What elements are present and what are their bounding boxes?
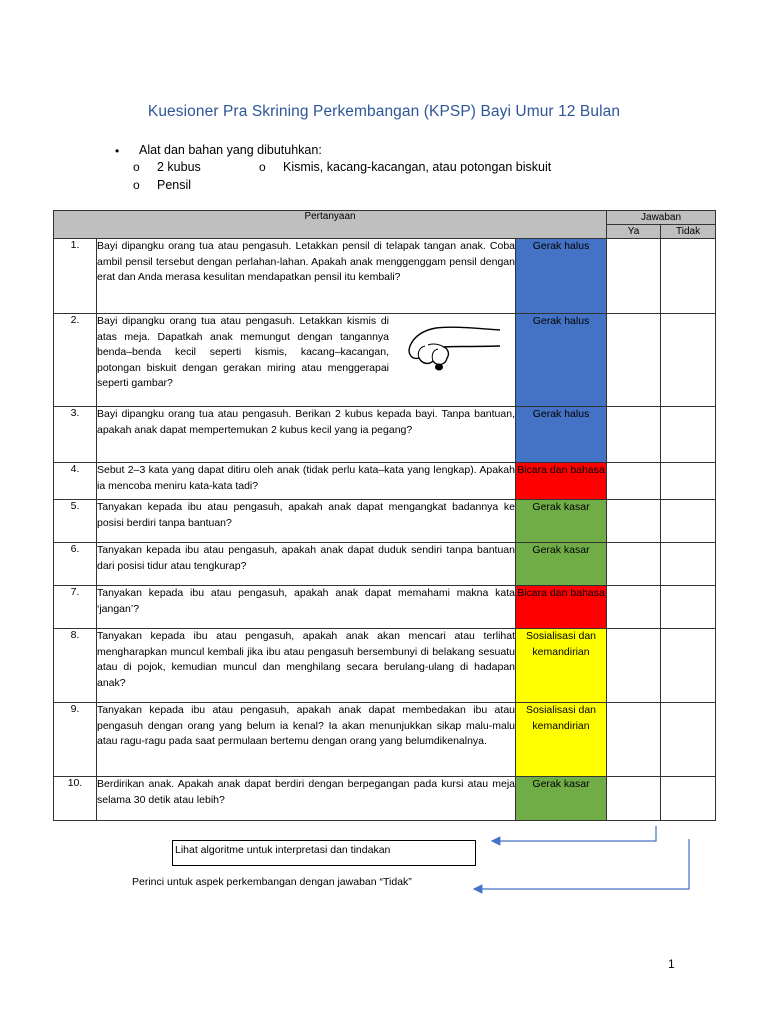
row-number: 3.	[54, 407, 97, 463]
materials-heading: Alat dan bahan yang dibutuhkan:	[139, 143, 322, 157]
aspect-label: Gerak kasar	[516, 500, 607, 543]
question-text: Bayi dipangku orang tua atau pengasuh. Letakkan kismis di atas meja. Dapatkah anak memungut dengan tangannya benda–benda kecil seperti kismis, kacang–kacangan, potongan biskuit dengan gerakan miring atau menggerapai seperti gambar?	[97, 315, 389, 389]
question-text: Tanyakan kepada ibu atau pengasuh, apakah anak dapat membedakan ibu atau pengasuh dengan orang yang belum ia kenal? Ia akan menunjukkan sikap malu-malu atau ragu-ragu pada saat permulaan bertemu dengan orang yang belumdikenalnya.	[97, 703, 516, 777]
row-number: 1.	[54, 239, 97, 314]
no-arrow-icon	[474, 839, 689, 889]
row-number: 9.	[54, 703, 97, 777]
yes-arrow-icon	[492, 826, 656, 841]
aspect-label: Gerak halus	[516, 239, 607, 314]
row-number: 2.	[54, 314, 97, 407]
aspect-label: Bicara dan bahasa	[516, 463, 607, 500]
aspect-label: Bicara dan bahasa	[516, 586, 607, 629]
sub-bullet-icon: o	[133, 160, 140, 174]
page-title: Kuesioner Pra Skrining Perkembangan (KPSP) Bayi Umur 12 Bulan	[147, 103, 621, 120]
material-item: 2 kubus	[157, 160, 201, 174]
material-item: Pensil	[157, 178, 192, 192]
row-number: 10.	[54, 777, 97, 821]
question-text: Bayi dipangku orang tua atau pengasuh. Berikan 2 kubus kepada bayi. Tanpa bantuan, apakah anak dapat mempertemukan 2 kubus kecil yang ia pegang?	[97, 407, 516, 463]
sub-bullet-icon: o	[133, 178, 140, 192]
header-yes: Ya	[607, 225, 661, 239]
question-text: Tanyakan kepada ibu atau pengasuh, apakah anak dapat mengangkat badannya ke posisi berdiri tanpa bantuan?	[97, 500, 516, 543]
aspect-label: Gerak halus	[516, 314, 607, 407]
aspect-label: Gerak kasar	[516, 777, 607, 821]
question-text: Sebut 2–3 kata yang dapat ditiru oleh anak (tidak perlu kata–kata yang lengkap). Apakah ia mencoba meniru kata-kata tadi?	[97, 463, 516, 500]
row-number: 7.	[54, 586, 97, 629]
bullet-icon: •	[115, 144, 120, 158]
page-number: 1	[668, 957, 675, 971]
header-no: Tidak	[661, 225, 716, 239]
aspect-label: Gerak kasar	[516, 543, 607, 586]
header-question: Pertanyaan	[54, 211, 607, 239]
row-number: 6.	[54, 543, 97, 586]
question-text: Bayi dipangku orang tua atau pengasuh. Letakkan pensil di telapak tangan anak. Coba ambil pensil tersebut dengan perlahan-lahan. Apakah anak menggenggam pensil dengan erat dan Anda merasa kesulitan mendapatkan pensil itu kembali?	[97, 239, 516, 314]
question-text: Tanyakan kepada ibu atau pengasuh, apakah anak akan mencari atau terlihat mengharapkan muncul kembali jika ibu atau pengasuh bersembunyi di belakang sesuatu atau di pojok, kemudian muncul dan menghilang secara berulang-ulang di hadapan anak?	[97, 629, 516, 703]
aspect-label: Gerak halus	[516, 407, 607, 463]
aspect-label: Sosialisasi dan kemandirian	[516, 703, 607, 777]
row-number: 8.	[54, 629, 97, 703]
algorithm-note: Lihat algoritme untuk interpretasi dan tindakan	[172, 840, 476, 866]
row-number: 4.	[54, 463, 97, 500]
question-text: Berdirikan anak. Apakah anak dapat berdiri dengan berpegangan pada kursi atau meja selama 30 detik atau lebih?	[97, 777, 516, 821]
question-text: Tanyakan kepada ibu atau pengasuh, apakah anak dapat memahami makna kata ‘jangan’?	[97, 586, 516, 629]
sub-bullet-icon: o	[259, 160, 266, 174]
detail-note: Perinci untuk aspek perkembangan dengan jawaban “Tidak”	[132, 876, 412, 888]
material-item: Kismis, kacang-kacangan, atau potongan biskuit	[283, 160, 552, 174]
header-answer: Jawaban	[607, 211, 716, 225]
row-number: 5.	[54, 500, 97, 543]
question-text: Tanyakan kepada ibu atau pengasuh, apakah anak dapat duduk sendiri tanpa bantuan dari posisi tidur atau tengkurap?	[97, 543, 516, 586]
aspect-label: Sosialisasi dan kemandirian	[516, 629, 607, 703]
